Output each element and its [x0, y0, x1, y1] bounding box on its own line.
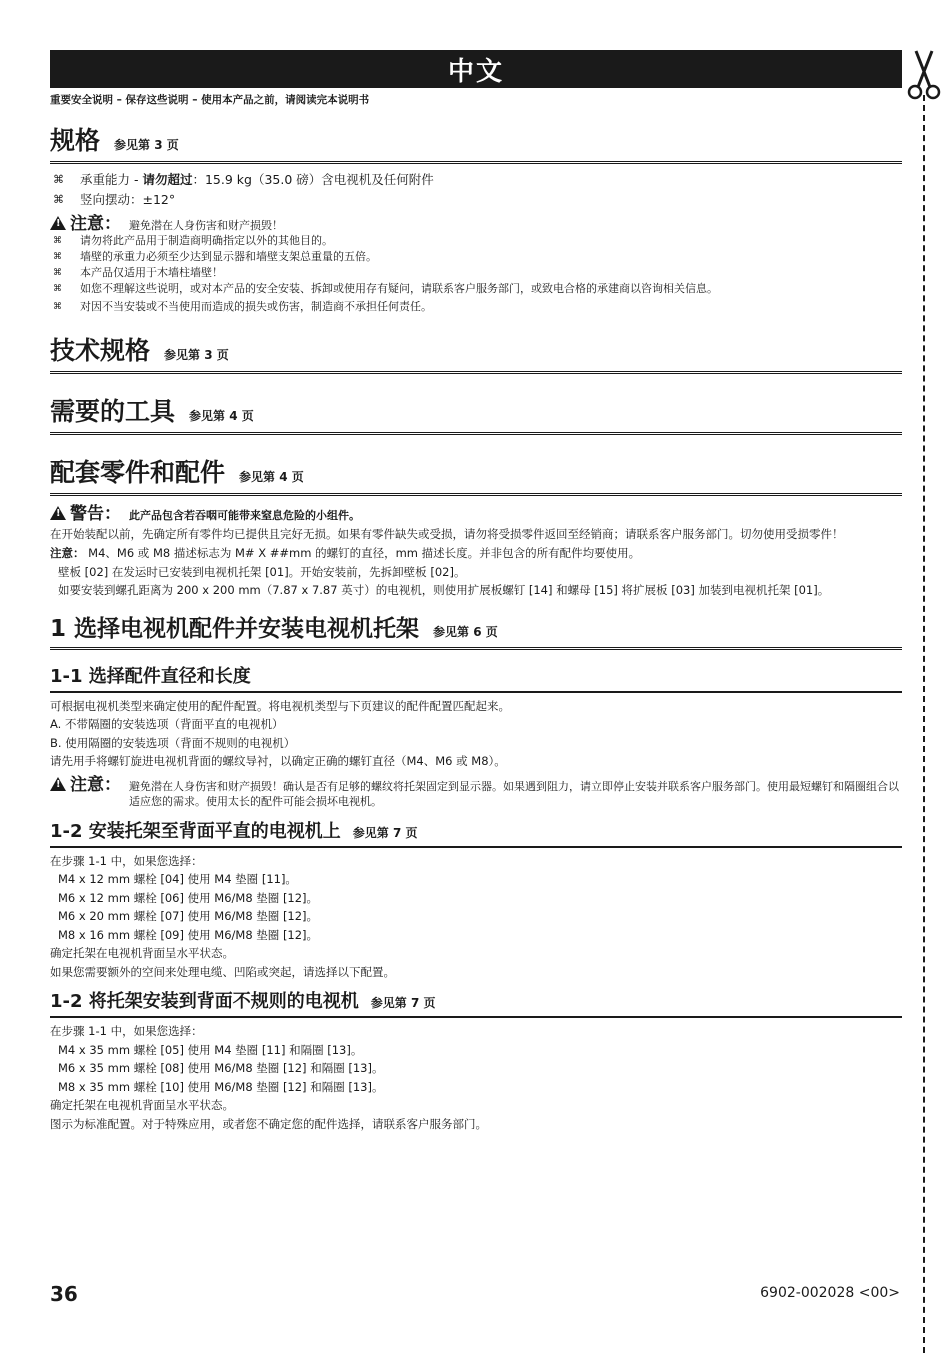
caution-item: ⌘ 墙壁的承重力必须至少达到显示器和墙壁支架总重量的五倍。	[50, 249, 902, 265]
scissors-icon	[906, 48, 942, 100]
hardware-item: M6 x 35 mm 螺栓 [08] 使用 M6/M8 垫圈 [12] 和隔圈 [13]。	[58, 1061, 384, 1075]
hardware-item: M4 x 35 mm 螺栓 [05] 使用 M4 垫圈 [11] 和隔圈 [13]。	[58, 1042, 363, 1057]
caution-item: ⌘ 本产品仅适用于木墙柱墙壁！	[50, 265, 902, 281]
parts-paragraph: 在开始装配以前，先确定所有零件均已提供且完好无损。如果有零件缺失或受损，请勿将受损零件返回至经销商；请联系客户服务部门。切勿使用受损零件！	[50, 527, 844, 541]
hardware-item: M4 x 12 mm 螺栓 [04] 使用 M4 垫圈 [11]。	[58, 872, 297, 886]
hardware-item: M8 x 35 mm 螺栓 [10] 使用 M6/M8 垫圈 [12] 和隔圈 [13]。	[58, 1079, 384, 1094]
warning-triangle-icon	[50, 506, 66, 520]
hardware-item: M6 x 12 mm 螺栓 [06] 使用 M6/M8 垫圈 [12]。	[58, 890, 319, 905]
step1-2a-after: 确定托架在电视机背面呈水平状态。	[50, 946, 234, 960]
specs-title: 规格	[50, 126, 101, 155]
step1-2a-after: 如果您需要额外的空间来处理电缆、凹陷或突起，请选择以下配置。	[50, 964, 395, 979]
page-content	[50, 50, 902, 1133]
step1-2a-intro: 在步骤 1-1 中，如果您选择：	[50, 853, 203, 868]
spec-item: ⌘ 竖向摆动：±12°	[50, 190, 902, 210]
important-notice: 重要安全说明 – 保存这些说明 – 使用本产品之前，请阅读完本说明书	[50, 94, 370, 106]
step1-1-caution: !注意： 避免潜在人身伤害和财产损毁！确认是否有足够的螺纹将托架固定到显示器。如果遇到阻力，请立即停止安装并联系客户服务部门。使用最短螺钉和隔圈组合以适应您的需求。使用太长的配件可能会损坏电视机。	[50, 777, 902, 809]
tools-heading: 需要的工具 参见第 4 页	[50, 392, 902, 435]
step1-1-line: 请先用手将螺钉旋进电视机背面的螺纹导衬，以确定正确的螺钉直径（M4、M6 或 M8）。	[50, 754, 506, 768]
language-banner: 中文	[50, 50, 902, 88]
step1-2b-after: 确定托架在电视机背面呈水平状态。	[50, 1098, 234, 1112]
specs-heading	[50, 121, 902, 164]
specs-caution: !注意： 避免潜在人身伤害和财产损毁！	[50, 216, 902, 233]
caution-item: ⌘ 对因不当安装或不当使用而造成的损失或伤害，制造商不承担任何责任。	[50, 299, 902, 315]
step1-2b-after: 图示为标准配置。对于特殊应用，或者您不确定您的配件选择，请联系客户服务部门。	[50, 1116, 487, 1131]
warning-triangle-icon	[50, 777, 66, 791]
parts-line: 壁板 [02] 在发运时已安装到电视机托架 [01]。开始安装前，先拆卸壁板 [02]。	[58, 564, 466, 579]
step1-2b-intro: 在步骤 1-1 中，如果您选择：	[50, 1024, 203, 1038]
parts-note: 注意： M4、M6 或 M8 描述标志为 M# X ##mm 的螺钉的直径，mm 描述长度。并非包含的所有配件均要使用。	[50, 546, 641, 560]
step1-1-heading: 1-1 选择配件直径和长度	[50, 662, 902, 693]
step1-1-line: B. 使用隔圈的安装选项（背面不规则的电视机）	[50, 735, 296, 750]
step1-2a-heading: 1-2 安装托架至背面平直的电视机上 参见第 7 页	[50, 817, 902, 848]
hardware-item: M8 x 16 mm 螺栓 [09] 使用 M6/M8 垫圈 [12]。	[58, 927, 319, 942]
specs-ref: 参见第 3 页	[114, 138, 179, 152]
warning-triangle-icon	[50, 216, 66, 230]
step1-1-line: A. 不带隔圈的安装选项（背面平直的电视机）	[50, 717, 284, 731]
spec-item: ⌘ 承重能力 - 请勿超过：15.9 kg（35.0 磅）含电视机及任何附件	[50, 170, 902, 190]
step1-2b-heading: 1-2 将托架安装到背面不规则的电视机 参见第 7 页	[50, 987, 902, 1018]
caution-item: ⌘ 如您不理解这些说明，或对本产品的安全安装、拆卸或使用存有疑问，请联系客户服务部门，或致电合格的承建商以咨询相关信息。	[50, 281, 902, 297]
parts-line: 如要安装到螺孔距离为 200 x 200 mm（7.87 x 7.87 英寸）的电视机，则使用扩展板螺钉 [14] 和螺母 [15] 将扩展板 [03] 加装到电视机托架 [01]。	[58, 583, 830, 597]
tech-specs-heading: 技术规格 参见第 3 页	[50, 331, 902, 374]
step1-1-line: 可根据电视机类型来确定使用的配件配置。将电视机类型与下页建议的配件配置匹配起来。	[50, 698, 510, 713]
page-number: 36	[50, 1282, 78, 1306]
parts-warning: !警告： 此产品包含若吞咽可能带来窒息危险的小组件。	[50, 506, 902, 523]
parts-heading: 配套零件和配件 参见第 4 页	[50, 453, 902, 496]
cut-line	[923, 95, 925, 1353]
document-code: 6902-002028 <00>	[760, 1285, 900, 1301]
step1-heading: 1 选择电视机配件并安装电视机托架 参见第 6 页	[50, 610, 902, 650]
caution-item: ⌘ 请勿将此产品用于制造商明确指定以外的其他目的。	[50, 233, 902, 249]
hardware-item: M6 x 20 mm 螺栓 [07] 使用 M6/M8 垫圈 [12]。	[58, 909, 319, 923]
